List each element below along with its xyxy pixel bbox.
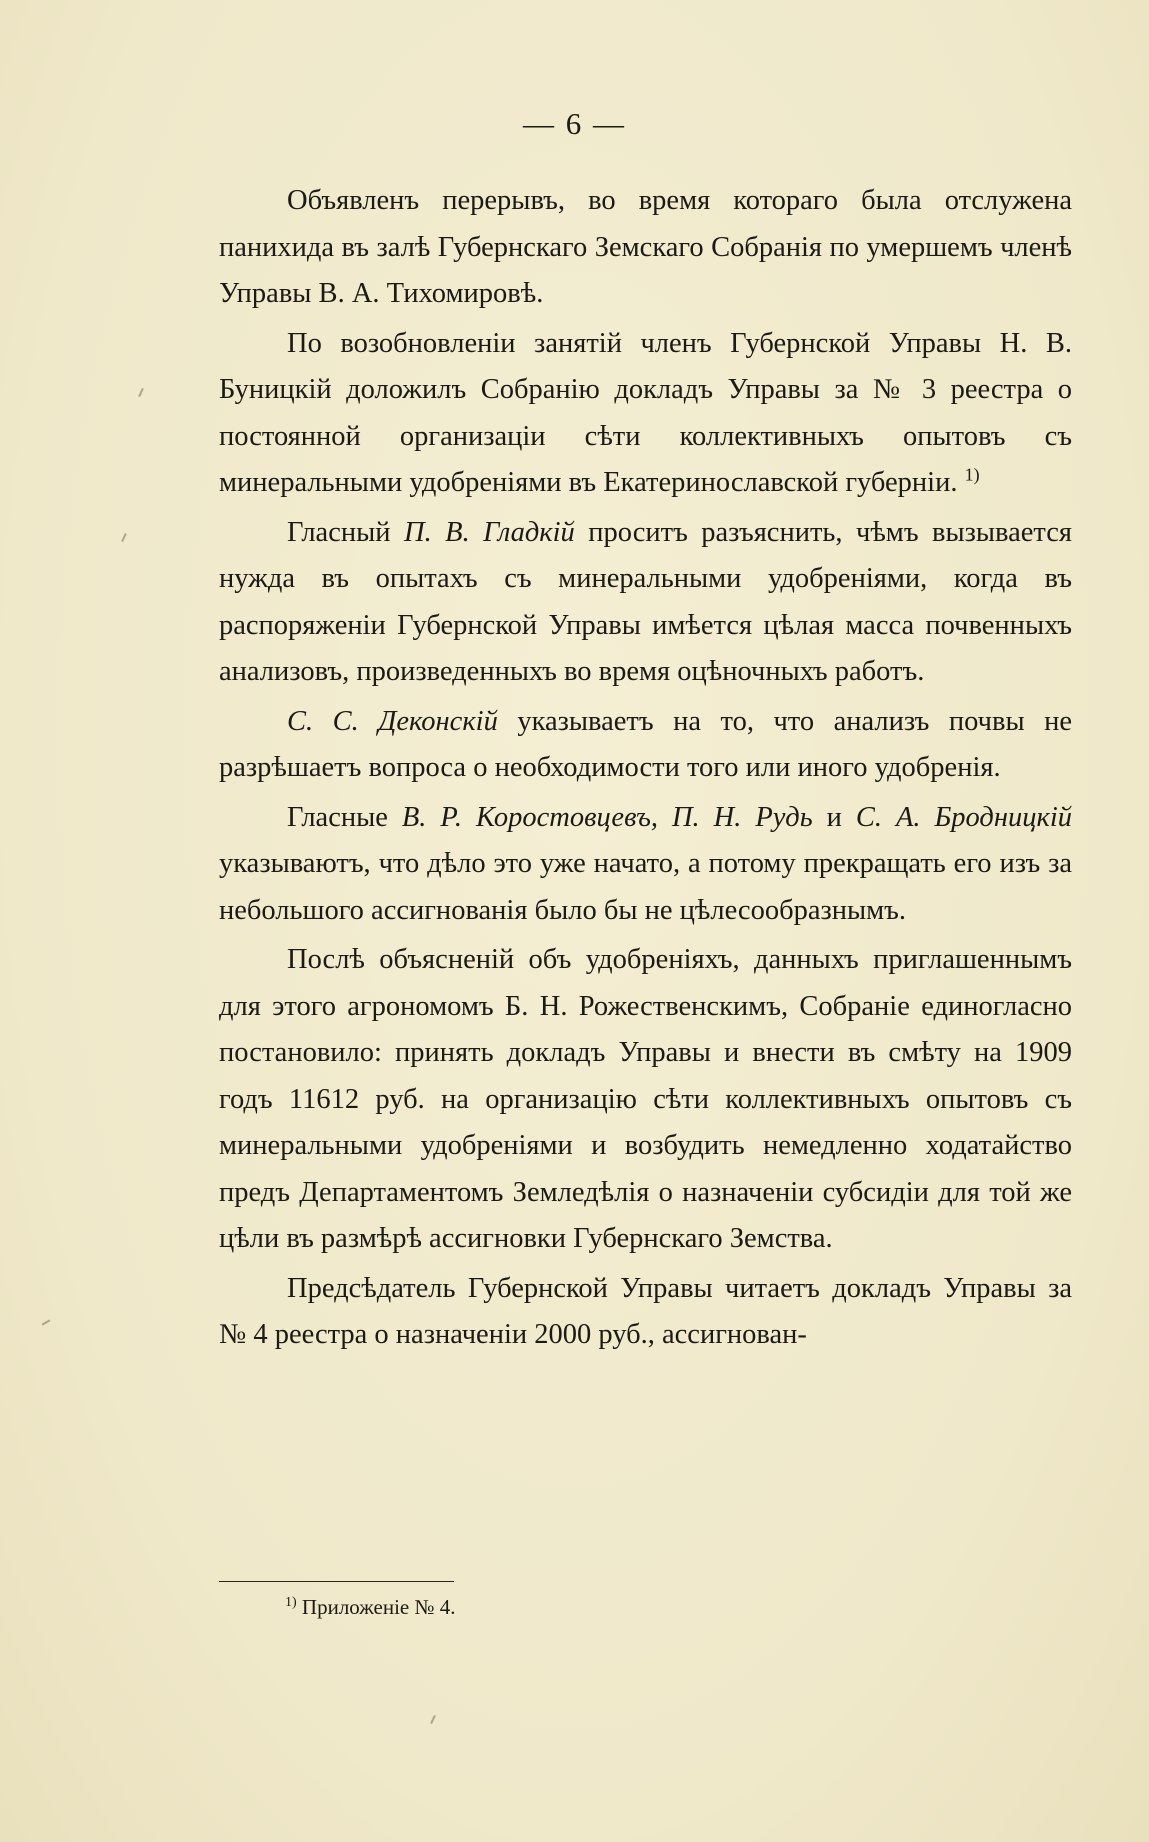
speaker-name: П. Н. Рудь: [671, 801, 813, 833]
paragraph-text: Объявленъ перерывъ, во время котораго была отслужена панихида въ залѣ Губернскаго Земскаго Собранія по умершемъ членѣ Управы В. А. Тихомировѣ.: [219, 185, 1072, 309]
paragraph: [219, 1266, 1072, 1359]
speaker-name: С. С. Деконскій: [287, 705, 498, 737]
speaker-name: П. В. Гладкій: [403, 516, 575, 548]
paragraph-text: указываютъ, что дѣло это уже начато, а потому прекращать его изъ за небольшого ассигнованія было бы не цѣлесообразнымъ.: [219, 848, 1072, 926]
paragraph: [219, 178, 1072, 318]
paragraph-text: и: [826, 801, 842, 833]
paper-speck: [138, 388, 144, 397]
paper-speck: [430, 1715, 436, 1724]
body-text: [219, 178, 1072, 1359]
speaker-name: В. Р. Коростовцевъ,: [401, 801, 658, 833]
footnote-divider: [219, 1581, 454, 1582]
paragraph-text: Гласные: [287, 801, 388, 833]
paragraph: [219, 937, 1072, 1263]
page-number: — 6 —: [523, 106, 626, 141]
paragraph-text: Послѣ объясненій объ удобреніяхъ, данныхъ приглашеннымъ для этого агрономомъ Б. Н. Рожественскимъ, Собраніе единогласно постановило: принять докладъ Управы и внести въ смѣту на 1909 годъ 11612 руб. на организацію сѣти коллективныхъ опытовъ съ минеральными удобреніями и возбудить немедленно ходатайство предъ Департаментомъ Земледѣлія о назначеніи субсидіи для той же цѣли въ размѣрѣ ассигновки Губернскаго Земства.: [219, 944, 1072, 1254]
paragraph: [219, 699, 1072, 792]
footnote-text: Приложеніе № 4.: [301, 1595, 456, 1619]
paragraph-text: По возобновленіи занятій членъ Губернской Управы Н. В. Буницкій доложилъ Собранію докладъ Управы за № 3 реестра о постоянной организаціи сѣти коллективныхъ опытовъ съ минеральными удобреніями въ Екатеринославской губерніи.: [219, 327, 1072, 498]
footnote-mark: 1): [285, 1595, 297, 1610]
paragraph-text: Гласный: [287, 516, 391, 548]
paragraph-text: указываетъ на то, что анализъ почвы не разрѣшаетъ вопроса о необходимости того или иного удобренія.: [219, 705, 1072, 783]
paper-speck: [121, 533, 127, 542]
paragraph: [219, 510, 1072, 696]
footnote: [285, 1592, 456, 1622]
paper-speck: [42, 1319, 51, 1325]
paragraph: [219, 795, 1072, 935]
paragraph-text: Предсѣдатель Губернской Управы читаетъ докладъ Управы за № 4 реестра о назначеніи 2000 руб., ассигнован-: [219, 1272, 1072, 1350]
paragraph-text: проситъ разъяснить, чѣмъ вызывается нужда въ опытахъ съ минеральными удобреніями, когда въ распоряженіи Губернской Управы имѣется цѣлая масса почвенныхъ анализовъ, произведенныхъ во время оцѣночныхъ работъ.: [219, 516, 1072, 687]
paragraph: [219, 321, 1072, 507]
speaker-name: С. А. Бродницкій: [855, 801, 1072, 833]
footnote-reference[interactable]: 1): [964, 464, 980, 485]
